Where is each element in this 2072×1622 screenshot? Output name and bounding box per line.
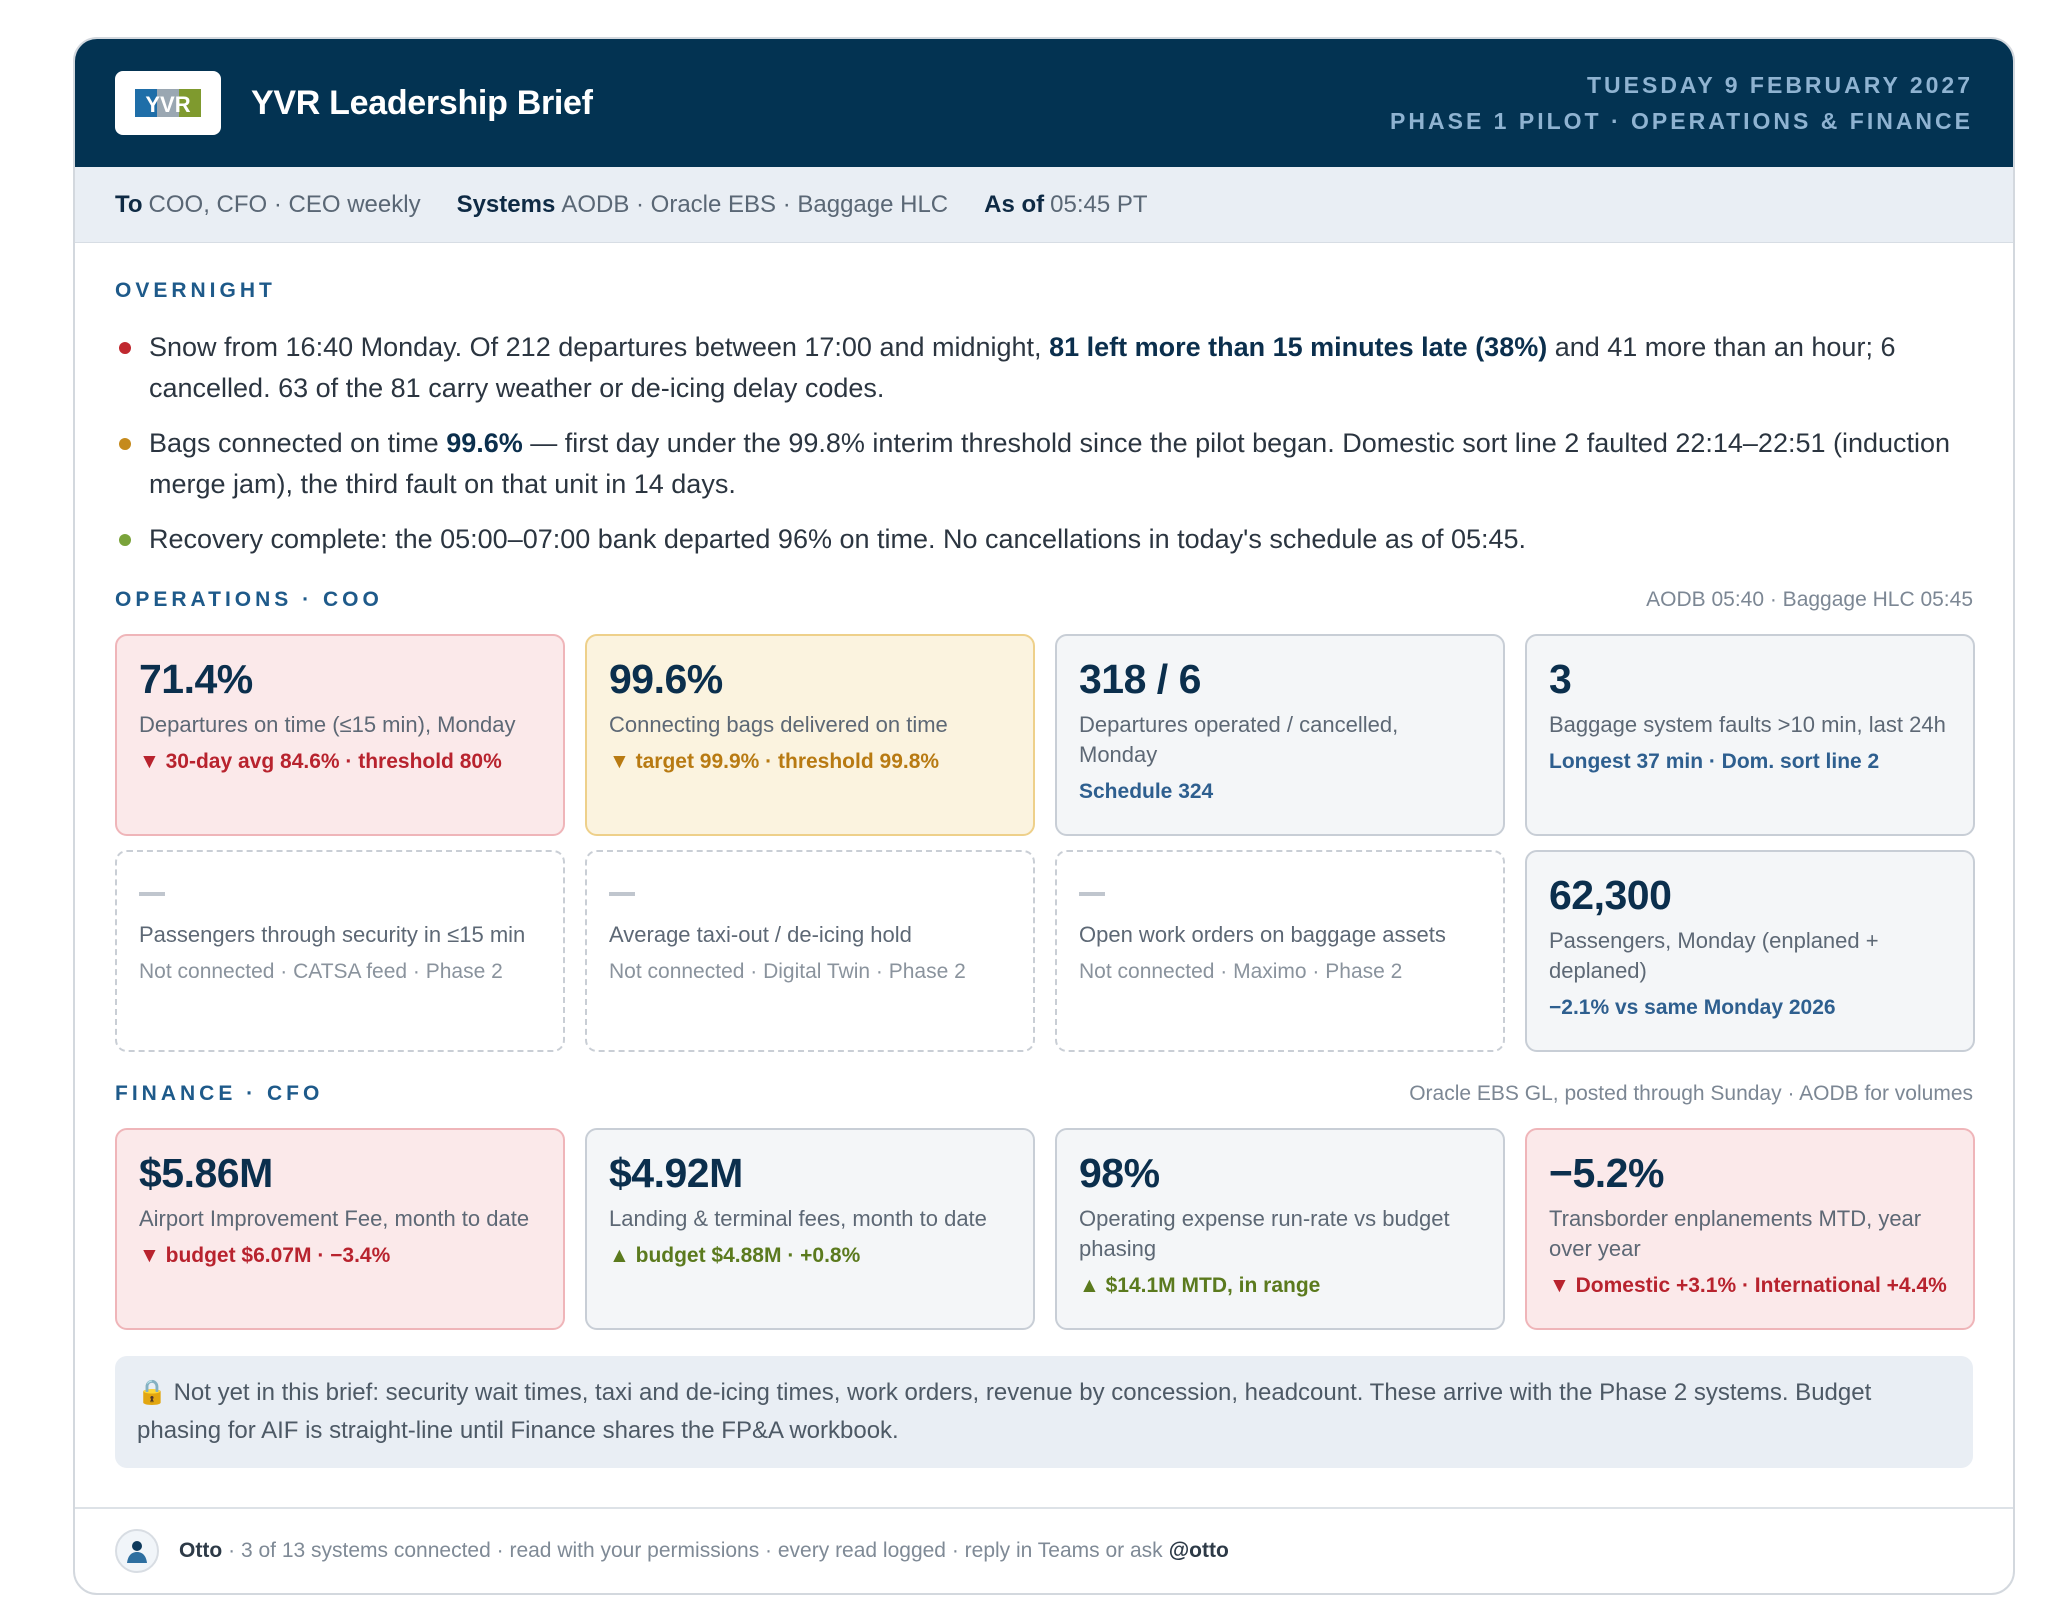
kpi-value: 318 / 6 [1079, 656, 1201, 702]
bullet-text: Bags connected on time [149, 428, 447, 458]
bullet-highlight: 81 left more than 15 minutes late (38%) [1049, 332, 1548, 362]
operations-section-header [115, 588, 1973, 612]
yvr-logo [115, 71, 221, 135]
kpi-empty-dash [139, 892, 165, 896]
kpi-label: Landing & terminal fees, month to date [609, 1206, 987, 1231]
bullet-text: Recovery complete: the 05:00–07:00 bank departed 96% on time. No cancellations in today's schedule as of 05:45. [149, 524, 1527, 554]
kpi-subtext: ▼ target 99.9% · threshold 99.8% [609, 750, 940, 773]
overnight-bullet [115, 327, 1973, 409]
person-icon [123, 1537, 151, 1565]
kpi-card-landing-fees [585, 1128, 1035, 1330]
overnight-bullet [115, 423, 1973, 505]
otto-mention-link[interactable]: @otto [1168, 1539, 1229, 1562]
asof-value: 05:45 PT [1050, 190, 1148, 218]
kpi-card-departures [1055, 634, 1505, 836]
kpi-value: −5.2% [1549, 1150, 1664, 1196]
to-value: COO, CFO · CEO weekly [148, 190, 421, 218]
kpi-empty-dash [609, 892, 635, 896]
kpi-subtext: ▼ 30-day avg 84.6% · threshold 80% [139, 750, 502, 773]
to-label: To [115, 190, 143, 218]
bullet-text: — first day under the 99.8% interim threshold since the pilot began. Domestic sort line 2 faulted 22:14–22:51 (induction merge jam), the third fault on that unit in 14 days. [149, 428, 1951, 499]
bullet-dot-green [119, 534, 131, 546]
kpi-card-work-orders [1055, 850, 1505, 1052]
kpi-card-transborder [1525, 1128, 1975, 1330]
overnight-bullet [115, 519, 1973, 560]
kpi-subtext: Longest 37 min · Dom. sort line 2 [1549, 750, 1880, 773]
operations-kpi-grid [115, 634, 1973, 1052]
kpi-card-taxi-out [585, 850, 1035, 1052]
bullet-dot-red [119, 342, 131, 354]
bullet-dot-amber [119, 438, 131, 450]
kpi-subtext: Not connected · Maximo · Phase 2 [1079, 960, 1403, 983]
phase2-note [115, 1356, 1973, 1468]
kpi-subtext: ▼ budget $6.07M · −3.4% [139, 1244, 391, 1267]
bullet-highlight: 99.6% [446, 428, 523, 458]
kpi-subtext: Schedule 324 [1079, 780, 1214, 803]
footer-name: Otto [179, 1539, 223, 1562]
meta-bar [75, 167, 2013, 243]
brief-date: TUESDAY 9 FEBRUARY 2027 [1586, 72, 1973, 98]
kpi-value: 62,300 [1549, 872, 1672, 918]
systems-label: Systems [456, 190, 556, 218]
kpi-value: $5.86M [139, 1150, 273, 1196]
kpi-label: Airport Improvement Fee, month to date [139, 1206, 530, 1231]
overnight-title: OVERNIGHT [115, 279, 276, 302]
kpi-card-baggage-faults [1525, 634, 1975, 836]
brief-title: YVR Leadership Brief [251, 83, 593, 122]
kpi-card-otp [115, 634, 565, 836]
kpi-label: Open work orders on baggage assets [1079, 922, 1446, 947]
kpi-subtext: ▼ Domestic +3.1% · International +4.4% [1549, 1274, 1947, 1297]
kpi-subtext: Not connected · CATSA feed · Phase 2 [139, 960, 503, 983]
kpi-label: Operating expense run-rate vs budget phasing [1079, 1206, 1450, 1261]
finance-source: Oracle EBS GL, posted through Sunday · AODB for volumes [1409, 1082, 1973, 1105]
bullet-text: Snow from 16:40 Monday. Of 212 departures between 17:00 and midnight, [149, 332, 1050, 362]
kpi-card-aif [115, 1128, 565, 1330]
finance-kpi-grid [115, 1128, 1973, 1330]
kpi-value: 71.4% [139, 656, 253, 702]
kpi-label: Departures on time (≤15 min), Monday [139, 712, 516, 737]
kpi-label: Passengers through security in ≤15 min [139, 922, 526, 947]
kpi-label: Connecting bags delivered on time [609, 712, 948, 737]
operations-source: AODB 05:40 · Baggage HLC 05:45 [1646, 588, 1973, 611]
kpi-label: Transborder enplanements MTD, year over year [1549, 1206, 1922, 1261]
kpi-label: Passengers, Monday (enplaned + deplaned) [1549, 928, 1879, 983]
systems-value: AODB · Oracle EBS · Baggage HLC [561, 190, 949, 218]
kpi-subtext: ▲ budget $4.88M · +0.8% [609, 1244, 861, 1267]
finance-section-header [115, 1082, 1973, 1106]
otto-avatar [115, 1529, 159, 1573]
svg-text:YVR: YVR [145, 92, 191, 117]
asof-label: As of [984, 190, 1045, 218]
kpi-label: Average taxi-out / de-icing hold [609, 922, 912, 947]
note-text: Not yet in this brief: security wait times, taxi and de-icing times, work orders, revenue by concession, headcount. These arrive with the Phase 2 systems. Budget phasing for AIF is straight-line until Finance shares the FP&A workbook. [137, 1379, 1872, 1444]
kpi-label: Baggage system faults >10 min, last 24h [1549, 712, 1946, 737]
kpi-empty-dash [1079, 892, 1105, 896]
kpi-card-bags [585, 634, 1035, 836]
kpi-subtext: Not connected · Digital Twin · Phase 2 [609, 960, 966, 983]
kpi-subtext: ▲ $14.1M MTD, in range [1079, 1274, 1321, 1297]
brief-subtitle: PHASE 1 PILOT · OPERATIONS & FINANCE [1390, 108, 1973, 134]
overnight-section-header [115, 279, 1973, 303]
kpi-card-security [115, 850, 565, 1052]
overnight-bullets [115, 327, 1973, 560]
kpi-value: 98% [1079, 1150, 1160, 1196]
finance-title: FINANCE · CFO [115, 1082, 324, 1105]
kpi-value: $4.92M [609, 1150, 743, 1196]
brief-card [73, 37, 2015, 1595]
brief-footer [75, 1507, 2013, 1593]
yvr-logo-icon [135, 85, 201, 121]
kpi-value: 3 [1549, 656, 1572, 702]
kpi-value: 99.6% [609, 656, 723, 702]
kpi-card-opex [1055, 1128, 1505, 1330]
operations-title: OPERATIONS · COO [115, 588, 383, 611]
kpi-card-passengers [1525, 850, 1975, 1052]
bullet-text: and 41 more than an hour; 6 cancelled. 63 of the 81 carry weather or de-icing delay codes. [149, 332, 1896, 403]
kpi-subtext: −2.1% vs same Monday 2026 [1549, 996, 1836, 1019]
kpi-label: Departures operated / cancelled, Monday [1079, 712, 1399, 767]
brief-header [75, 39, 2013, 167]
footer-text: · 3 of 13 systems connected · read with your permissions · every read logged · reply in Teams or ask [228, 1539, 1163, 1562]
lock-icon: 🔒 [137, 1379, 167, 1406]
